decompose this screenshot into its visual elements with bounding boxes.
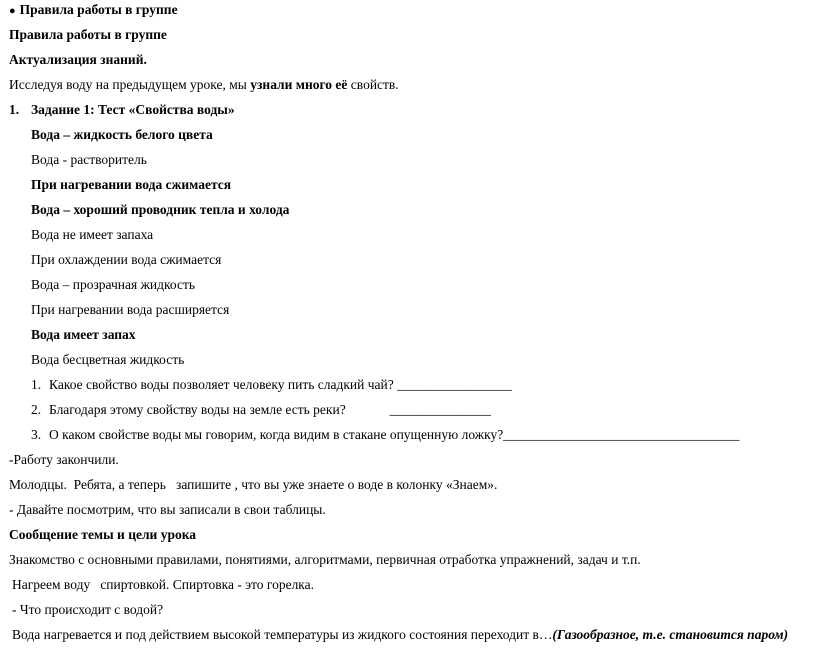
paragraph-heat: Нагреем воду спиртовкой. Спиртовка - это горелка. bbox=[12, 577, 315, 592]
intro-post: свойств. bbox=[347, 77, 399, 92]
paragraph-look: - Давайте посмотрим, что вы записали в свои таблицы. bbox=[9, 502, 326, 517]
bullet-icon: ● bbox=[9, 5, 16, 17]
task-item: Вода - растворитель bbox=[31, 152, 147, 167]
last-pre: Вода нагревается и под действием высокой температуры из жидкого состояния переходит в… bbox=[12, 627, 553, 642]
question-item bbox=[31, 377, 512, 393]
task-item: При охлаждении вода сжимается bbox=[31, 252, 222, 267]
heading-1 bbox=[9, 2, 178, 19]
intro-pre: Исследуя воду на предыдущем уроке, мы bbox=[9, 77, 251, 92]
paragraph-finished: -Работу закончили. bbox=[9, 452, 119, 467]
question-text: О каком свойстве воды мы говорим, когда видим в стакане опущенную ложку?___________________________________ bbox=[49, 427, 740, 442]
question-number: 1. bbox=[31, 377, 42, 392]
question-number: 3. bbox=[31, 427, 42, 442]
task-item: Вода – жидкость белого цвета bbox=[31, 127, 213, 142]
task1-number: 1. bbox=[9, 102, 20, 117]
question-number: 2. bbox=[31, 402, 42, 417]
intro-paragraph bbox=[9, 77, 399, 93]
task1-title: Задание 1: Тест «Свойства воды» bbox=[31, 102, 235, 117]
task-item: Вода имеет запах bbox=[31, 327, 136, 342]
question-item bbox=[31, 427, 739, 443]
task-item: При нагревании вода сжимается bbox=[31, 177, 232, 192]
question-text: Какое свойство воды позволяет человеку пить сладкий чай? _________________ bbox=[49, 377, 512, 392]
task-item: При нагревании вода расширяется bbox=[31, 302, 230, 317]
intro-bold: узнали много её bbox=[250, 77, 348, 92]
task-item: Вода – хороший проводник тепла и холода bbox=[31, 202, 290, 217]
paragraph-intro-rules: Знакомство с основными правилами, понятиями, алгоритмами, первичная отработка упражнений, задач и т.п. bbox=[9, 552, 641, 567]
heading-1-text: Правила работы в группе bbox=[19, 2, 178, 17]
task-item: Вода бесцветная жидкость bbox=[31, 352, 185, 367]
question-text: Благодаря этому свойству воды на земле есть реки? _______________ bbox=[49, 402, 491, 417]
task1-heading bbox=[9, 102, 235, 118]
paragraph-question: - Что происходит с водой? bbox=[12, 602, 164, 617]
task-item: Вода – прозрачная жидкость bbox=[31, 277, 196, 292]
task-item: Вода не имеет запаха bbox=[31, 227, 154, 242]
section-topic: Сообщение темы и цели урока bbox=[9, 527, 197, 542]
paragraph-last bbox=[12, 627, 788, 643]
question-item bbox=[31, 402, 491, 418]
paragraph-write: Молодцы. Ребята, а теперь запишите , что вы уже знаете о воде в колонку «Знаем». bbox=[9, 477, 498, 492]
heading-2: Правила работы в группе bbox=[9, 27, 167, 42]
section-actualization: Актуализация знаний. bbox=[9, 52, 147, 67]
last-bolditalic: (Газообразное, т.е. становится паром) bbox=[552, 627, 789, 642]
